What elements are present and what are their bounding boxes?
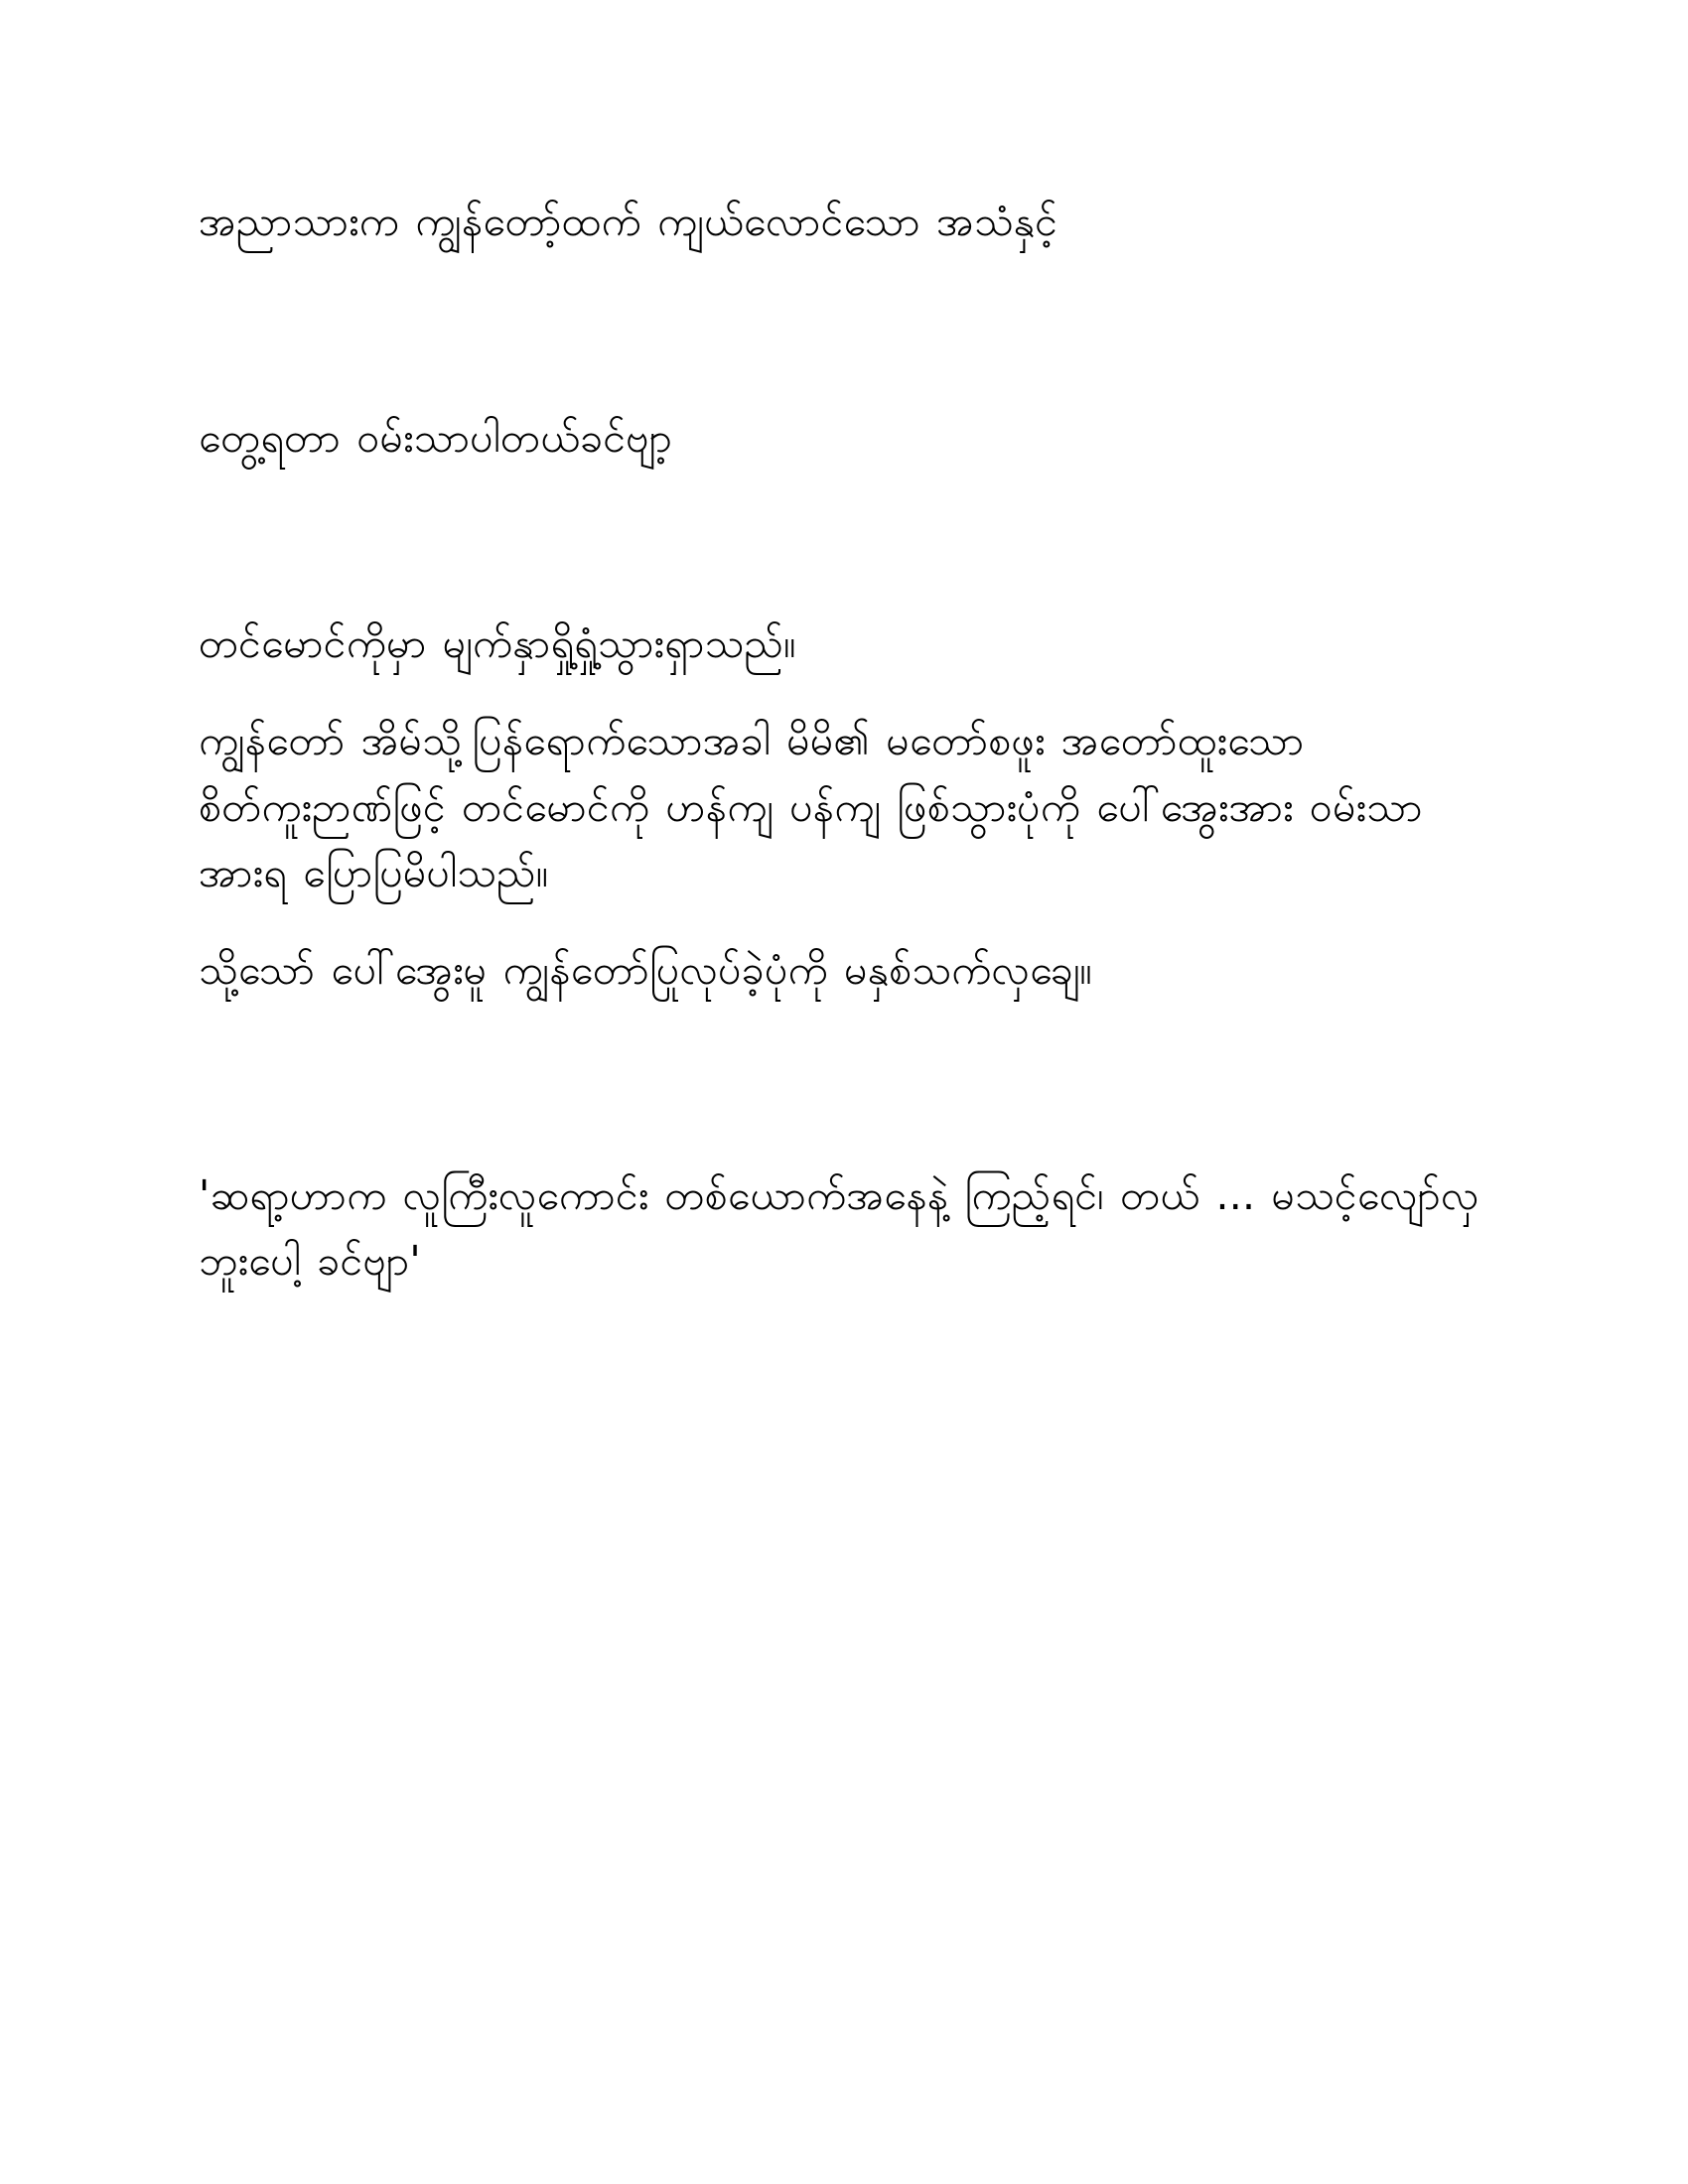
paragraph-3: တင်မောင်ကိုမှာ မျက်နှာရှို့ရှုံ့သွားရှာသည်။ — [199, 618, 796, 667]
paragraph-spacer-5 — [199, 1004, 1489, 1162]
paragraph-2: တွေ့ရတာ ဝမ်းသာပါတယ်ခင်ဗျာ့ — [199, 414, 673, 463]
paragraph-5: သို့သော် ပေါ်အွေးမူ ကျွန်တော်ပြုလုပ်ခဲ့ပုံကို မနှစ်သက်လှချေ။ — [199, 946, 1093, 995]
paragraph-spacer-3 — [199, 676, 1489, 702]
paragraph-4: ကျွန်တော် အိမ်သို့ပြန်ရောက်သောအခါ မိမိ၏ မတော်စဖူး အတော်ထူးသော စိတ်ကူးဉာဏ်ဖြင့် တင်မောင်ကို ဟန်ကျ ပန်ကျ ဖြစ်သွားပုံကို ပေါ်အွေးအား ဝမ်းသာအားရ ပြောပြမိပါသည်။ — [199, 717, 1423, 897]
paragraph-1: အညာသားက ကျွန်တော့်ထက် ကျယ်လောင်သော အသံနှင့် — [199, 198, 1058, 245]
paragraph-spacer-4 — [199, 905, 1489, 931]
paragraph-6-quote: 'ဆရာ့ဟာက လူကြီးလူကောင်း တစ်ယောက်အနေနဲ့ ကြည့်ရင်၊ တယ် ... မသင့်လျော်လှဘူးပေါ့ ခင်ဗျာ' — [199, 1170, 1479, 1286]
paragraph-spacer-1 — [199, 254, 1489, 405]
paragraph-spacer-2 — [199, 472, 1489, 611]
